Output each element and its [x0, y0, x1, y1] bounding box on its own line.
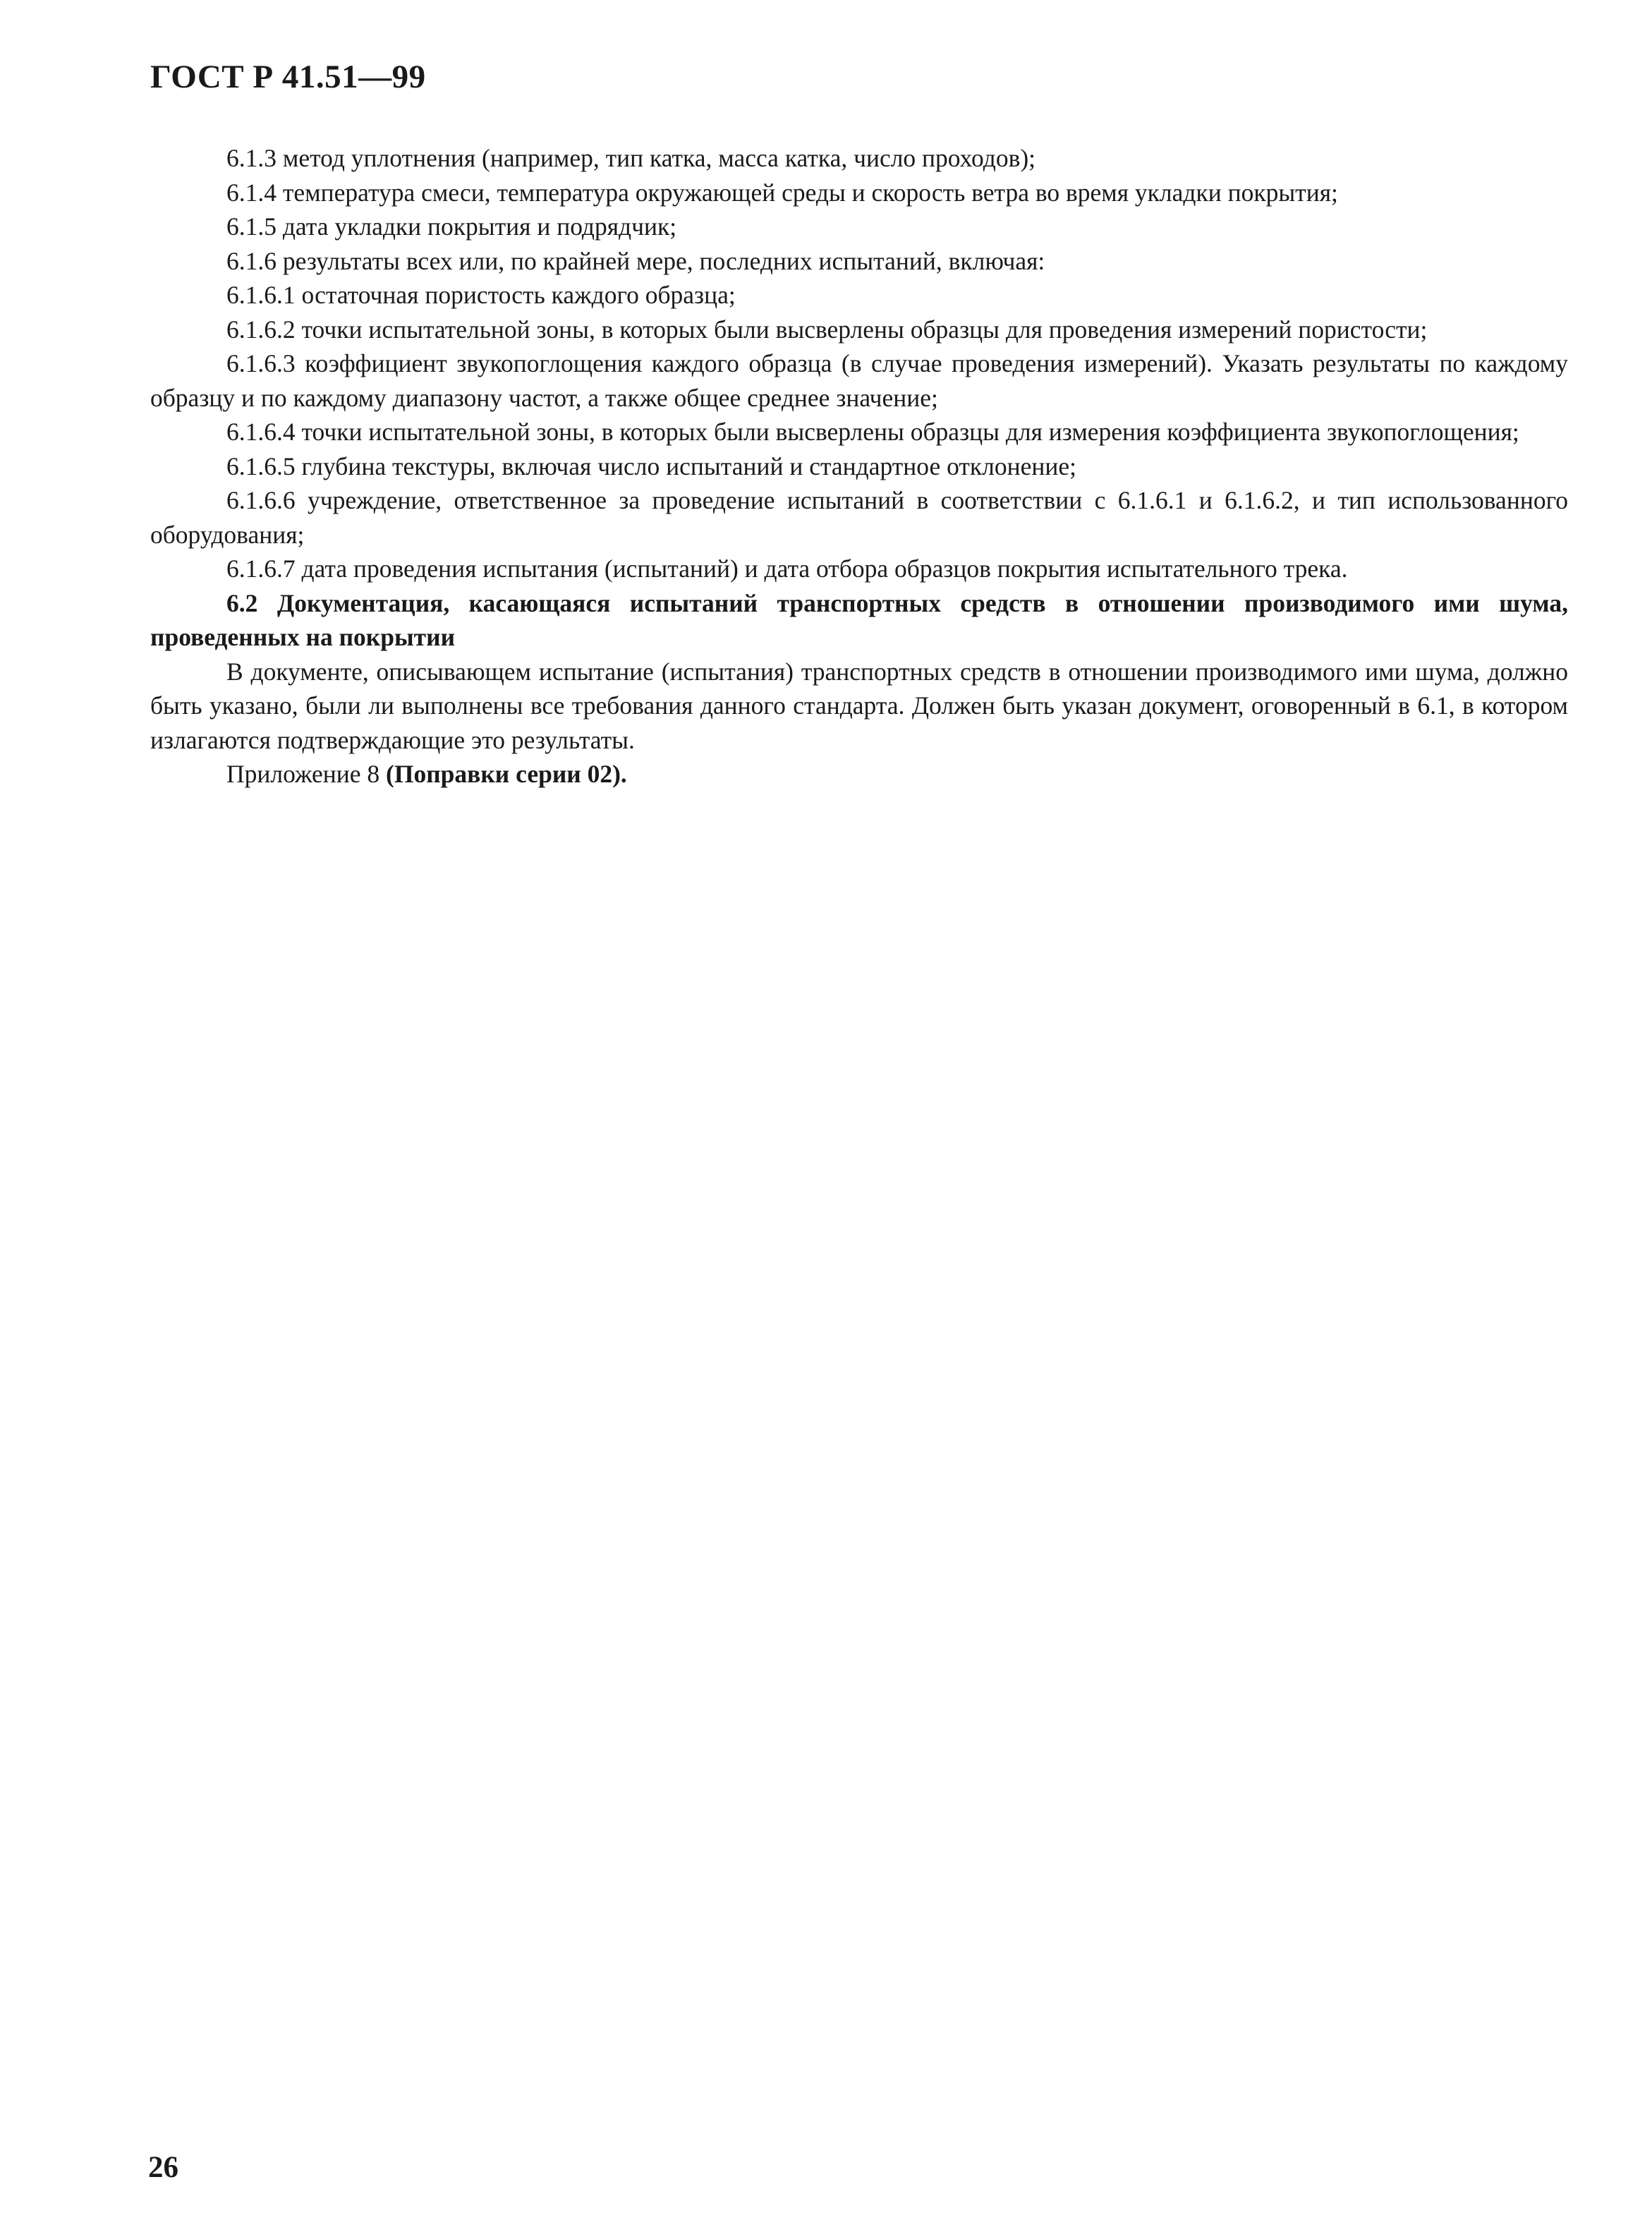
annex-note-prefix: Приложение 8: [226, 760, 387, 788]
annex-note-amendments: (Поправки серии 02).: [386, 760, 627, 788]
paragraph-6-1-6-3: 6.1.6.3 коэффициент звукопоглощения каждого образца (в случае проведения измерений). Указать результаты по каждому образцу и по каждому диапазону частот, а также общее среднее значение;: [150, 349, 1568, 412]
document-header: ГОСТ Р 41.51—99: [150, 59, 426, 95]
section-heading-6-2: 6.2 Документация, касающаяся испытаний транспортных средств в отношении производимого ими шума, проведенных на покрытии: [150, 588, 1568, 651]
paragraph-6-1-5: 6.1.5 дата укладки покрытия и подрядчик;: [226, 212, 677, 241]
paragraph-6-1-6-1: 6.1.6.1 остаточная пористость каждого образца;: [226, 281, 736, 309]
annex-note: [150, 757, 1568, 792]
paragraph-6-1-6: 6.1.6 результаты всех или, по крайней мере, последних испытаний, включая:: [226, 246, 1045, 275]
paragraph-6-1-6-4: 6.1.6.4 точки испытательной зоны, в которых были высверлены образцы для измерения коэффициента звукопоглощения;: [226, 418, 1519, 446]
paragraph-6-2-body: В документе, описывающем испытание (испытания) транспортных средств в отношении производимого ими шума, должно быть указано, были ли выполнены все требования данного стандарта. Должен быть указан документ, оговоренный в 6.1, в котором излагаются подтверждающие это результаты.: [150, 657, 1568, 754]
paragraph-6-1-6-2: 6.1.6.2 точки испытательной зоны, в которых были высверлены образцы для проведения измерений пористости;: [226, 315, 1428, 344]
paragraph-6-1-6-7: 6.1.6.7 дата проведения испытания (испытаний) и дата отбора образцов покрытия испытательного трека.: [226, 554, 1348, 583]
document-body: [150, 141, 1568, 792]
page-number: 26: [148, 2151, 178, 2184]
paragraph-6-1-6-5: 6.1.6.5 глубина текстуры, включая число испытаний и стандартное отклонение;: [226, 451, 1076, 480]
paragraph-6-1-6-6: 6.1.6.6 учреждение, ответственное за проведение испытаний в соответствии с 6.1.6.1 и 6.1.6.2, и тип использованного оборудования;: [150, 486, 1568, 549]
paragraph-6-1-3: 6.1.3 метод уплотнения (например, тип катка, масса катка, число проходов);: [226, 144, 1036, 172]
paragraph-6-1-4: 6.1.4 температура смеси, температура окружающей среды и скорость ветра во время укладки покрытия;: [226, 178, 1338, 207]
